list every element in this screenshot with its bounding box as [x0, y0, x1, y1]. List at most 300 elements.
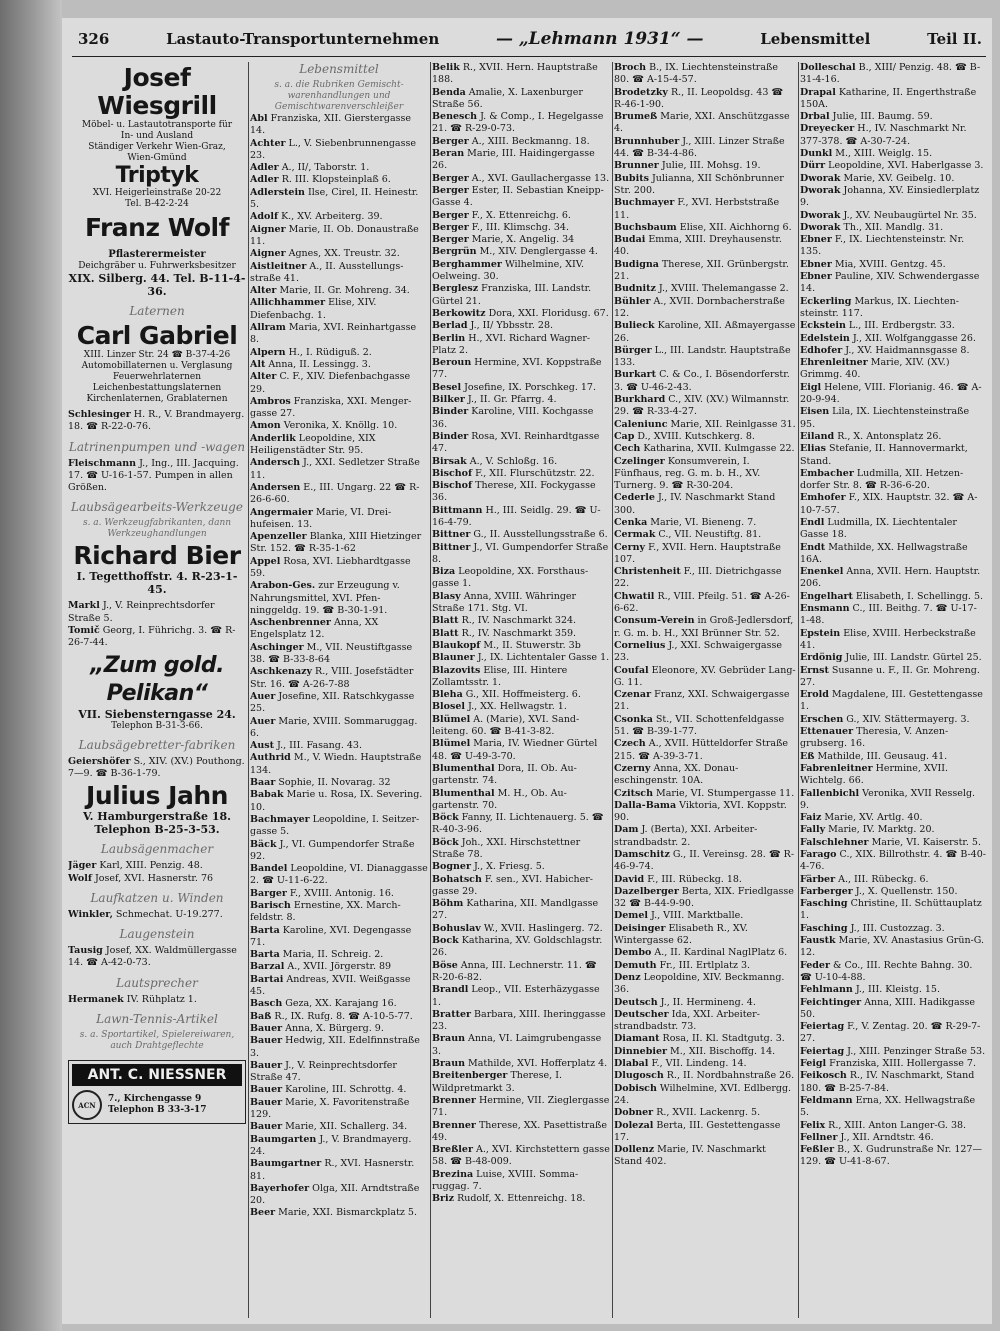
list-entry: Winkler, Schmechat. U-19.277.	[68, 908, 223, 920]
list-entry: Buchsbaum Elise, XII. Aichhorng 6.	[614, 221, 792, 233]
list-entry: Feldmann Erna, XX. Hellwagstraße 5.	[800, 1094, 976, 1119]
list-entry: Ernst Susanne u. F., II. Gr. Mohreng. 27.	[800, 664, 980, 688]
list-entry: Csonka St., VII. Schottenfeldgasse 51. ☎ B-39-1-77.	[614, 713, 785, 738]
list-entry: Czelinger Konsumverein, I. Fünfhaus, reg. G. m. b. H., XV. Turnerg. 9. ☎ R-30-204.	[614, 455, 761, 492]
list-entry: Adlerstein Ilse, Cirel, II. Heinestr. 5.	[250, 186, 419, 211]
list-entry: Braun Anna, VI. Laimgrubengasse 3.	[432, 1033, 602, 1057]
list-entry: Barta Karoline, XVI. Degengasse 71.	[250, 924, 412, 948]
list-entry: Böck Fanny, II. Lichtenauerg. 5. ☎ R-40-3-96.	[432, 812, 604, 836]
list-entry: Bauer J., V. Reinprechtsdorfer Straße 47.	[250, 1059, 397, 1084]
list-entry: Buchmayer F., XVI. Herbststraße 11.	[614, 197, 780, 221]
list-entry: Besel Josefine, IX. Porschkeg. 17.	[432, 381, 596, 393]
list-entry: Aschenbrenner Anna, XX Engelsplatz 12.	[250, 617, 379, 641]
list-entry: Baumgartner R., XVI. Hasnerstr. 81.	[250, 1158, 415, 1182]
header-rule	[72, 56, 986, 57]
list-entry: Eckerling Markus, IX. Liechtensteinstr. 117.	[800, 295, 959, 319]
list-entry: Fehlmann J., III. Kleistg. 15.	[800, 984, 940, 996]
list-entry: Bohuslav W., XVII. Haslingerg. 72.	[432, 922, 603, 934]
list-entry: Bleha G., XII. Hoffmeisterg. 6.	[432, 689, 581, 701]
list-entry: Bartai Andreas, XVII. Weißgasse 45.	[250, 973, 411, 998]
list-entry: Baß R., IX. Rufg. 8. ☎ A-10-5-77.	[250, 1010, 413, 1022]
list-entry: Berger F., X. Ettenreichg. 6.	[432, 209, 571, 221]
section-heading: Laufkatzen u. Winden	[90, 890, 224, 905]
acn-logo-icon: ACN	[72, 1090, 102, 1120]
list-entry: Andersen E., III. Ungarg. 22 ☎ R-26-6-60.	[250, 481, 420, 506]
list-entry: Deisinger Elisabeth R., XV. Wintergasse 62.	[614, 922, 748, 947]
list-entry: Blaukopf M., II. Stuwerstr. 3b	[432, 639, 581, 651]
list-entry: Dollenz Marie, IV. Naschmarkt Stand 402.	[614, 1144, 766, 1168]
ad-line: XIX. Silberg. 44. Tel. B-11-4-36.	[68, 272, 246, 298]
ad-title: Carl Gabriel	[76, 321, 238, 350]
list-entry: Dworak J., XV. Neubaugürtel Nr. 35.	[800, 209, 977, 221]
list-entry: Bauer Karoline, III. Schrottg. 4.	[250, 1084, 407, 1096]
list-entry: Broch B., IX. Liechtensteinstraße 80. ☎ A-15-4-57.	[614, 62, 778, 86]
ad-line: Telephon B-31-3-66.	[111, 720, 203, 731]
list-entry: Blasy Anna, XVIII. Währinger Straße 171. Stg. VI.	[432, 590, 577, 615]
list-entry: Berkowitz Dora, XXI. Floridusg. 67.	[432, 307, 609, 319]
ad-line: Wien-Gmünd	[127, 153, 187, 163]
column-5	[800, 62, 986, 1169]
list-entry: Bohatsch F. sen., XVI. Habichergasse 29.	[432, 873, 594, 897]
list-entry: Dolleschal B., XIII/ Penzig. 48. ☎ B-31-4-16.	[800, 62, 981, 86]
list-entry: Erschen G., XIV. Stättermayerg. 3.	[800, 713, 970, 725]
list-entry: Demel J., VIII. Marktballe.	[614, 910, 744, 922]
list-entry: Achter L., V. Siebenbrunnengasse 23.	[250, 137, 416, 161]
section-heading: Laternen	[129, 304, 185, 318]
section-heading: Lautsprecher	[116, 975, 198, 990]
list-entry: Bilker J., II. Gr. Pfarrg. 4.	[432, 394, 557, 406]
list-entry: Endl Ludmilla, IX. Liechtentaler Gasse 18.	[800, 516, 957, 541]
list-entry: Blumenthal M. H., Ob. Augartenstr. 70.	[432, 787, 567, 811]
list-entry: Farago C., XIX. Billrothstr. 4. ☎ B-40-4-76.	[800, 849, 986, 873]
ad-title: Franz Wolf	[84, 213, 230, 242]
list-entry: Falschlehner Marie, VI. Kaiserstr. 5.	[800, 836, 981, 848]
list-entry: Fellner J., XII. Arndtstr. 46.	[800, 1131, 934, 1143]
list-entry: Budnitz J., XVIII. Thelemangasse 2.	[614, 283, 789, 295]
list-entry: Deutsch J., II. Hermineng. 4.	[614, 996, 756, 1008]
list-entry: Enenkel Anna, XVII. Hern. Hauptstr. 206.	[800, 566, 981, 590]
list-entry: Schlesinger H. R., V. Brandmayerg. 18. ☎ R-22-0-76.	[68, 409, 245, 433]
list-entry: Alter C. F., XIV. Diefenbachgasse 29.	[250, 371, 411, 395]
ad-line: Telephon B 33-3-17	[108, 1105, 207, 1116]
list-entry: Tausig Josef, XX. Waldmüllergasse 14. ☎ A-42-0-73.	[68, 945, 237, 969]
list-entry: Arabon-Ges. zur Erzeugung v. Nahrungsmittel, XVI. Pfenninggeldg. 19. ☎ B-30-1-91.	[250, 580, 400, 616]
list-entry: Beer Marie, XXI. Bismarckplatz 5.	[250, 1207, 417, 1219]
list-entry: Feigl Franziska, XIII. Hollergasse 7.	[800, 1058, 976, 1070]
book-spine-edge	[0, 0, 62, 1331]
ad-line: Telephon B-25-3-53.	[94, 823, 220, 837]
list-entry: Caleniunc Marie, XII. Reinlgasse 31.	[614, 418, 796, 430]
list-entry: Angermaier Marie, VI. Dreihufeisen. 13.	[250, 506, 392, 530]
list-entry: Berlin H., XVI. Richard Wagner-Platz 2.	[432, 332, 591, 356]
list-entry: Faiz Marie, XV. Artlg. 40.	[800, 812, 923, 824]
list-entry: Brenner Therese, XX. Pasettistraße 49.	[432, 1119, 607, 1143]
list-entry: Barzal A., XVII. Jörgerstr. 89	[250, 961, 392, 973]
ad-brand: Triptyk	[115, 163, 199, 188]
list-entry: Breßler A., XVI. Kirchstettern gasse 58. ☎ B-48-009.	[432, 1144, 610, 1168]
list-entry: Dazelberger Berta, XIX. Friedlgasse 32 ☎ B-44-9-90.	[614, 885, 794, 910]
list-entry: Brunnhuber J., XIII. Linzer Straße 44. ☎ B-34-4-86.	[614, 135, 785, 160]
list-entry: Markl J., V. Reinprechtsdorfer Straße 5.	[68, 600, 215, 624]
list-entry: Bäck J., VI. Gumpendorfer Straße 92.	[250, 838, 415, 862]
list-entry: Farberger J., X. Quellenstr. 150.	[800, 885, 958, 897]
entry-list	[432, 62, 610, 1206]
list-entry: Dworak Th., XII. Mandlg. 31.	[800, 221, 944, 233]
page-number: 326	[78, 30, 110, 48]
list-entry: Barger F., XVIII. Antonig. 16.	[250, 887, 394, 899]
list-entry: Coufal Eleonore, XV. Gebrüder Lang-G. 11.	[614, 664, 796, 688]
list-entry: Abl Franziska, XII. Gierstergasse 14.	[250, 113, 412, 137]
list-entry: Brumeß Marie, XXI. Anschützgasse 4.	[614, 111, 790, 135]
ad-line: XVI. Heigerleinstraße 20-22	[92, 188, 222, 198]
list-entry: Aust J., III. Fasang. 43.	[250, 740, 362, 752]
list-entry: Ensmann C., III. Beithg. 7. ☎ U-17-1-48.	[800, 603, 977, 627]
column-divider	[430, 62, 431, 1318]
list-entry: Cermak C., VII. Neustiftg. 81.	[614, 529, 762, 541]
list-entry: Dolezal Berta, III. Gestettengasse 17.	[614, 1119, 781, 1143]
list-entry: Bratter Barbara, XIII. Iheringgasse 23.	[432, 1008, 606, 1033]
ad-title: Josef Wiesgrill	[97, 63, 217, 120]
list-entry: Dinnebier M., XII. Bischoffg. 14.	[614, 1045, 776, 1057]
ad-line: VII. Siebensterngasse 24.	[78, 707, 236, 721]
list-entry: Bauer Hedwig, XII. Edelfinnstraße 3.	[250, 1035, 420, 1059]
list-entry: Fally Marie, IV. Marktg. 20.	[800, 824, 935, 836]
list-entry: Berglesz Franziska, III. Landstr. Gürtel 21.	[432, 283, 592, 307]
list-entry: Aigner Marie, II. Ob. Donaustraße 11.	[250, 223, 419, 247]
section-heading: Laubsägearbeits-Werkzeuge	[71, 500, 243, 515]
list-entry: Brenner Hermine, VII. Zieglergasse 71.	[432, 1094, 610, 1119]
list-entry: Eigl Helene, VIII. Florianig. 46. ☎ A-20-9-94.	[800, 381, 982, 406]
list-entry: Elias Stefanie, II. Hannovermarkt, Stand.	[800, 443, 968, 467]
list-entry: Consum-Verein in Groß-Jedlersdorf, r. G. m. b. H., XXI Brünner Str. 52.	[614, 615, 794, 639]
ad-title: ANT. C. NIESSNER	[72, 1064, 242, 1086]
list-entry: Berger A., XVI. Gaullachergasse 13.	[432, 172, 610, 184]
list-entry: Czech A., XVII. Hütteldorfer Straße 215. ☎ A-39-3-71.	[614, 738, 789, 762]
column-divider	[612, 62, 613, 1318]
list-entry: Bischof F., XII. Flurschützstr. 22.	[432, 467, 595, 479]
ad-line: XIII. Linzer Str. 24 ☎ B-37-4-26	[83, 350, 231, 360]
list-entry: Anderlik Leopoldine, XIX Heiligenstädter Str. 95.	[250, 432, 376, 457]
list-entry: Fasching J., III. Custozzag. 3.	[800, 922, 945, 934]
list-entry: Fallenbichl Veronika, XVII Resselg. 9.	[800, 787, 976, 811]
list-entry: Braun Mathilde, XVI. Hofferplatz 4.	[432, 1058, 608, 1070]
list-entry: Ebner Pauline, XIV. Schwendergasse 14.	[800, 271, 980, 295]
list-entry: Brodetzky R., II. Leopoldsg. 43 ☎ R-46-1-90.	[614, 86, 784, 110]
list-entry: Faustk Marie, XV. Anastasius Grün-G. 12.	[800, 935, 985, 959]
list-entry: Blauner J., IX. Lichtentaler Gasse 1.	[432, 652, 610, 664]
list-entry: Blumenthal Dora, II. Ob. Augartenstr. 74.	[432, 762, 577, 787]
ad-title: Julius Jahn	[86, 781, 228, 811]
section-note: s. a. Werkzeugfabrikanten, dann Werkzeughandlungen	[82, 518, 232, 540]
list-entry: Brunner Julie, III. Mohsg. 19.	[614, 160, 761, 172]
section-note: s. a. Sportartikel, Spielereiwaren, auch Drahtgeflechte	[79, 1030, 235, 1052]
list-entry: Blümel Maria, IV. Wiedner Gürtel 48. ☎ U-49-3-70.	[432, 738, 598, 762]
list-entry: Deutscher Ida, XXI. Arbeiterstrandbadstr. 73.	[614, 1008, 760, 1033]
column-divider	[248, 62, 249, 1318]
entry-list	[614, 62, 796, 1169]
page-header	[78, 24, 982, 54]
list-entry: Blazovits Elise, III. Hintere Zollamtsstr. 1.	[432, 664, 568, 688]
list-entry: Budai Emma, XIII. Dreyhausenstr. 40.	[614, 234, 782, 258]
list-entry: Ambros Franziska, XXI. Mengergasse 27.	[250, 395, 412, 420]
list-entry: Dobisch Wilhelmine, XVI. Edlbergg. 24.	[614, 1082, 792, 1106]
list-entry: Blümel A. (Marie), XVI. Sandleiteng. 60. ☎ B-41-3-82.	[432, 713, 580, 738]
list-entry: Bandel Leopoldine, VI. Dianaggasse 2. ☎ U-11-6-22.	[250, 863, 428, 887]
list-entry: Berghammer Wilhelmine, XIV. Oelweing. 30.	[432, 258, 584, 283]
list-entry: Geiershöfer S., XIV. (XV.) Pouthong. 7—9. ☎ B-36-1-79.	[68, 755, 245, 779]
list-entry: Budigna Therese, XII. Grünbergstr. 21.	[614, 258, 789, 283]
list-entry: Barisch Ernestine, XX. Marchfeldstr. 8.	[250, 900, 401, 924]
list-entry: Cap D., XVIII. Kutschkerg. 8.	[614, 430, 755, 442]
list-entry: Beroun Hermine, XVI. Koppstraße 77.	[432, 357, 602, 381]
running-head-category: Lebensmittel	[760, 30, 871, 48]
list-entry: Dürr Leopoldine, XVI. Haberlgasse 3.	[800, 160, 984, 172]
section-heading: Lebensmittel	[299, 62, 379, 76]
ad-line: I. Tegetthoffstr. 4. R-23-1-45.	[76, 570, 238, 597]
list-entry: Dworak Marie, XV. Geibelg. 10.	[800, 172, 955, 184]
list-entry: Drbal Julie, III. Baumg. 59.	[800, 111, 933, 123]
list-entry: Blatt R., IV. Naschmarkt 359.	[432, 627, 577, 639]
list-entry: Baumgarten J., V. Brandmayerg. 24.	[250, 1133, 412, 1157]
column-4	[614, 62, 796, 1169]
running-head-left: Lastauto-Transportunternehmen	[166, 30, 440, 48]
list-entry: Allram Maria, XVI. Reinhartgasse 8.	[250, 322, 417, 346]
ad-line: Feuerwehrlaternen	[112, 372, 202, 382]
list-entry: Czitsch Marie, VI. Stumpergasse 11.	[614, 787, 795, 799]
ad-line: Möbel- u. Lastautotransporte für	[81, 120, 233, 130]
list-entry: Böse Anna, III. Lechnerstr. 11. ☎ R-20-6-82.	[432, 959, 597, 983]
ad-line: V. Hamburgerstraße 18.	[83, 810, 231, 824]
running-head-center: — „Lehmann 1931“ —	[495, 29, 704, 49]
list-entry: Engelhart Elisabeth, I. Schellingg. 5.	[800, 590, 984, 602]
list-entry: Demuth Fr., III. Ertlplatz 3.	[614, 959, 751, 971]
list-entry: Cederle J., IV. Naschmarkt Stand 300.	[614, 492, 776, 516]
list-entry: Binder Rosa, XVI. Reinhardtgasse 47.	[432, 430, 600, 455]
ad-wolf	[68, 214, 246, 298]
list-entry: Briz Rudolf, X. Ettenreichg. 18.	[432, 1193, 586, 1205]
ad-line: Leichenbestattungslaternen	[92, 383, 222, 393]
list-entry: Cerny F., XVII. Hern. Hauptstraße 107.	[614, 541, 781, 565]
list-entry: Bühler A., XVII. Dornbacherstraße 12.	[614, 295, 785, 319]
ad-gabriel	[68, 322, 246, 405]
list-entry: Amon Veronika, X. Knöllg. 10.	[250, 420, 398, 432]
section-note: s. a. die Rubriken Gemischtwarenhandlungen und Gemischtwarenverschleißer	[274, 80, 404, 112]
list-entry: Feßler B., X. Gudrunstraße Nr. 127—129. ☎ U-41-8-67.	[800, 1144, 982, 1168]
list-entry: Apenzeller Blanka, XIII Hietzinger Str. 152. ☎ R-35-1-62	[250, 531, 422, 555]
list-entry: Berger Ester, II. Sebastian Kneipp-Gasse 4.	[432, 184, 604, 209]
list-entry: Auer Josefine, XII. Ratschkygasse 25.	[250, 690, 415, 715]
list-entry: Feiertag F., V. Zentag. 20. ☎ R-29-7-27.	[800, 1021, 981, 1045]
ad-title: „Zum gold. Pelikan“	[90, 652, 224, 706]
section-heading: Laubsägebretter-fabriken	[78, 737, 236, 752]
list-entry: Berlad J., II/ Ybbsstr. 28.	[432, 320, 554, 332]
list-entry: Böck Joh., XXI. Hirschstettner Straße 78.	[432, 836, 581, 860]
list-entry: Blatt R., IV. Naschmarkt 324.	[432, 615, 577, 627]
ad-line: Deichgräber u. Fuhrwerksbesitzer	[78, 261, 236, 271]
section-heading: Laubsägenmacher	[100, 842, 214, 857]
list-entry: Dam J. (Berta), XXI. Arbeiterstrandbadstr. 2.	[614, 824, 758, 848]
list-entry: Adolf K., XV. Arbeiterg. 39.	[250, 211, 383, 223]
list-entry: Chwatil R., VIII. Pfeilg. 51. ☎ A-26-6-62.	[614, 590, 790, 615]
ad-niessner	[68, 1060, 246, 1124]
list-entry: Dreyecker H., IV. Naschmarkt Nr. 377-378. ☎ A-30-7-24.	[800, 123, 967, 147]
list-entry: Adler A., II/, Taborstr. 1.	[250, 162, 370, 174]
list-entry: Bulieck Karoline, XII. Aßmayergasse 26.	[614, 320, 796, 344]
list-entry: Felix R., XIII. Anton Langer-G. 38.	[800, 1119, 967, 1131]
list-entry: Bachmayer Leopoldine, I. Seitzergasse 5.	[250, 813, 420, 838]
list-entry: Bock Katharina, XV. Goldschlagstr. 26.	[432, 935, 603, 959]
list-entry: Eisen Lila, IX. Liechtensteinstraße 95.	[800, 406, 970, 430]
list-entry: Cornelius J., XXI. Schwaigergasse 23.	[614, 639, 782, 664]
list-entry: Fasching Christine, II. Schüttauplatz 1.	[800, 898, 982, 922]
list-entry: Feder & Co., III. Rechte Bahng. 30. ☎ U-10-4-88.	[800, 959, 973, 983]
list-entry: Eckstein L., III. Erdbergstr. 33.	[800, 320, 955, 332]
list-entry: Diamant Rosa, II. Kl. Stadtgutg. 3.	[614, 1033, 785, 1045]
list-entry: Biza Leopoldine, XX. Forsthausgasse 1.	[432, 566, 589, 590]
ad-line: Kirchenlaternen, Grablaternen	[86, 394, 228, 404]
list-entry: Hermanek IV. Rühplatz 1.	[68, 993, 197, 1005]
list-entry: Adler R. III. Klopsteinplaß 6.	[250, 174, 391, 186]
list-entry: David F., III. Rübeckg. 18.	[614, 873, 742, 885]
list-entry: Damschitz G., II. Vereinsg. 28. ☎ R-46-9-74.	[614, 849, 795, 873]
list-entry: Czenar Franz, XXI. Schwaigergasse 21.	[614, 689, 790, 713]
list-entry: Alter Marie, II. Gr. Mohreng. 34.	[250, 285, 410, 297]
list-entry: Benda Amalie, X. Laxenburger Straße 56.	[432, 86, 583, 110]
list-entry: Binder Karoline, VIII. Kochgasse 36.	[432, 406, 594, 430]
list-entry: Blosel J., XX. Hellwagstr. 1.	[432, 701, 567, 713]
list-entry: Edelstein J., XII. Wolfganggasse 26.	[800, 332, 976, 344]
list-entry: Ebner F., IX. Liechtensteinstr. Nr. 135.	[800, 234, 965, 258]
entry-list	[250, 113, 428, 1220]
list-entry: Wolf Josef, XVI. Hasnerstr. 76	[68, 872, 214, 884]
list-entry: Bittmann H., III. Seidlg. 29. ☎ U-16-4-79.	[432, 504, 601, 528]
list-entry: Dworak Johanna, XV. Einsiedlerplatz 9.	[800, 184, 980, 209]
list-entry: Brezina Luise, XVIII. Sommaruggag. 7.	[432, 1168, 579, 1193]
list-entry: Böhm Katharina, XII. Mandlgasse 27.	[432, 898, 599, 922]
list-entry: Dlugosch R., II. Nordbahnstraße 26.	[614, 1070, 795, 1082]
list-entry: Beran Marie, III. Haidingergasse 26.	[432, 148, 595, 172]
part-label: Teil II.	[927, 30, 982, 48]
ad-line: In- und Ausland	[120, 131, 194, 141]
list-entry: Endt Mathilde, XX. Hellwagstraße 16A.	[800, 541, 968, 565]
list-entry: Auer Marie, XVIII. Sommaruggag. 6.	[250, 715, 418, 739]
list-entry: Allichhammer Elise, XIV. Diefenbachg. 1.	[250, 297, 377, 321]
ad-line: Tel. B-42-2-24	[125, 199, 189, 209]
list-entry: Alt Anna, II. Lessingg. 3.	[250, 358, 371, 370]
list-entry: Aschinger M., VII. Neustiftgasse 38. ☎ B-33-8-64	[250, 641, 413, 666]
ad-jahn	[68, 782, 246, 836]
list-entry: Berger F., III. Klimschg. 34.	[432, 221, 569, 233]
column-2	[250, 62, 428, 1220]
list-entry: Eß Mathilde, III. Geusaug. 41.	[800, 750, 948, 762]
list-entry: Dembo A., II. Kardinal NaglPlatz 6.	[614, 947, 788, 959]
ad-role: Pflasterermeister	[108, 249, 206, 260]
list-entry: Aschkenazy R., VIII. Josefstädter Str. 16. ☎ A-26-7-88	[250, 666, 414, 690]
column-3	[432, 62, 610, 1206]
section-heading: Lawn-Tennis-Artikel	[96, 1012, 218, 1027]
list-entry: Bergrün M., XIV. Denglergasse 4.	[432, 246, 598, 258]
list-entry: Babak Marie u. Rosa, IX. Severing. 10.	[250, 789, 423, 813]
list-entry: Birsak A., V. Schloßg. 16.	[432, 455, 558, 467]
list-entry: Emhofer F., XIX. Hauptstr. 32. ☎ A-10-7-57.	[800, 492, 978, 516]
ad-pelikan	[68, 652, 246, 732]
list-entry: Brandl Leop., VII. Esterhäzygasse 1.	[432, 984, 600, 1008]
list-entry: Andersch J., XXI. Sedletzer Straße 11.	[250, 457, 420, 481]
list-entry: Jäger Karl, XIII. Penzig. 48.	[68, 860, 203, 872]
list-entry: Aistleitner A., II. Ausstellungsstraße 41.	[250, 260, 404, 284]
list-entry: Bogner J., X. Friesg. 5.	[432, 861, 545, 873]
list-entry: Bauer Anna, X. Bürgerg. 9.	[250, 1022, 384, 1034]
list-entry: Christenheit F., III. Dietrichgasse 22.	[614, 566, 782, 590]
list-entry: Ebner Mia, XVIII. Gentzg. 45.	[800, 258, 946, 270]
entry-list	[800, 62, 986, 1169]
list-entry: Bubits Julianna, XII Schönbrunner Str. 200.	[614, 172, 784, 196]
list-entry: Ehrenleitner Marie, XIV. (XV.) Grimmg. 40.	[800, 357, 950, 381]
list-entry: Appel Rosa, XVI. Liebhardtgasse 59.	[250, 555, 411, 579]
list-entry: Tomič Georg, I. Führichg. 3. ☎ R-26-7-44.	[68, 625, 236, 649]
list-entry: Breitenberger Therese, I. Wildpretmarkt 3.	[432, 1070, 562, 1094]
list-entry: Feiertag J., XIII. Penzinger Straße 53.	[800, 1045, 986, 1057]
list-entry: Dlabal F., VII. Lindeng. 14.	[614, 1058, 747, 1070]
list-entry: Ettenauer Theresia, V. Anzengrubserg. 16.	[800, 726, 949, 750]
list-entry: Bittner G., II. Ausstellungsstraße 6.	[432, 529, 608, 541]
list-entry: Eiland R., X. Antonsplatz 26.	[800, 430, 942, 442]
list-entry: Bittner J., VI. Gumpendorfer Straße 8.	[432, 541, 609, 565]
section-heading: Laugenstein	[119, 927, 195, 942]
list-entry: Basch Geza, XX. Karajang 16.	[250, 998, 397, 1010]
ad-title: Richard Bier	[73, 541, 241, 571]
list-entry: Erold Magdalene, III. Gestettengasse 1.	[800, 689, 983, 713]
list-entry: Feichtinger Anna, XIII. Hadikgasse 50.	[800, 996, 975, 1020]
list-entry: Baar Sophie, II. Novarag. 32	[250, 777, 391, 789]
list-entry: Dobner R., XVII. Lackenrg. 5.	[614, 1107, 761, 1119]
list-entry: Belik R., XVII. Hern. Hauptstraße 188.	[432, 62, 598, 86]
list-entry: Aigner Agnes, XX. Treustr. 32.	[250, 248, 400, 260]
list-entry: Burkart C. & Co., I. Bösendorferstr. 3. ☎ U-46-2-43.	[614, 369, 790, 393]
list-entry: Bayerhofer Olga, XII. Arndtstraße 20.	[250, 1182, 420, 1207]
section-heading: Latrinenpumpen und -wagen	[68, 439, 246, 454]
list-entry: Bürger L., III. Landstr. Hauptstraße 133.	[614, 344, 791, 369]
ad-line: Automobillaternen u. Verglasung	[81, 361, 233, 371]
list-entry: Drapal Katharine, II. Engerthstraße 150A.	[800, 86, 977, 110]
list-entry: Epstein Elise, XVIII. Herbeckstraße 41.	[800, 627, 976, 651]
list-entry: Cech Katharina, XVII. Kulmgasse 22.	[614, 443, 795, 455]
list-entry: Bischof Therese, XII. Fockygasse 36.	[432, 480, 596, 504]
list-entry: Alpern H., I. Rüdiguß. 2.	[250, 346, 372, 358]
list-entry: Barta Maria, II. Schreig. 2.	[250, 949, 384, 961]
list-entry: Authrid M., V. Wiedn. Hauptstraße 134.	[250, 752, 422, 776]
ad-bier	[68, 542, 246, 596]
list-entry: Embacher Ludmilla, XII. Hetzendorfer Str. 8. ☎ R-36-6-20.	[800, 467, 964, 492]
column-divider	[798, 62, 799, 1318]
ad-wiesgrill	[68, 64, 246, 210]
ad-line: Ständiger Verkehr Wien-Graz,	[88, 142, 226, 152]
list-entry: Erdönig Julie, III. Landstr. Gürtel 25.	[800, 652, 982, 664]
list-entry: Bauer Marie, XII. Schallerg. 34.	[250, 1121, 408, 1133]
directory-page	[62, 18, 992, 1324]
list-entry: Denz Leopoldine, XIV. Beckmanng. 36.	[614, 971, 785, 996]
list-entry: Dalla-Bama Viktoria, XVI. Koppstr. 90.	[614, 799, 787, 824]
list-entry: Czerny Anna, XX. Donaueschingenstr. 10A.	[614, 762, 739, 787]
list-entry: Cenka Marie, VI. Bieneng. 7.	[614, 516, 757, 528]
list-entry: Dunkl M., XIII. Weiglg. 15.	[800, 148, 933, 160]
list-entry: Bauer Marie, X. Favoritenstraße 129.	[250, 1096, 410, 1121]
list-entry: Burkhard C., XIV. (XV.) Wilmannstr. 29. ☎ R-33-4-27.	[614, 394, 790, 418]
column-1	[68, 62, 246, 1124]
ad-line: 7., Kirchengasse 9	[108, 1094, 202, 1105]
list-entry: Berger Marie, X. Angelig. 34	[432, 234, 575, 246]
list-entry: Fabrenleitner Hermine, XVII. Wichtelg. 66.	[800, 762, 949, 787]
